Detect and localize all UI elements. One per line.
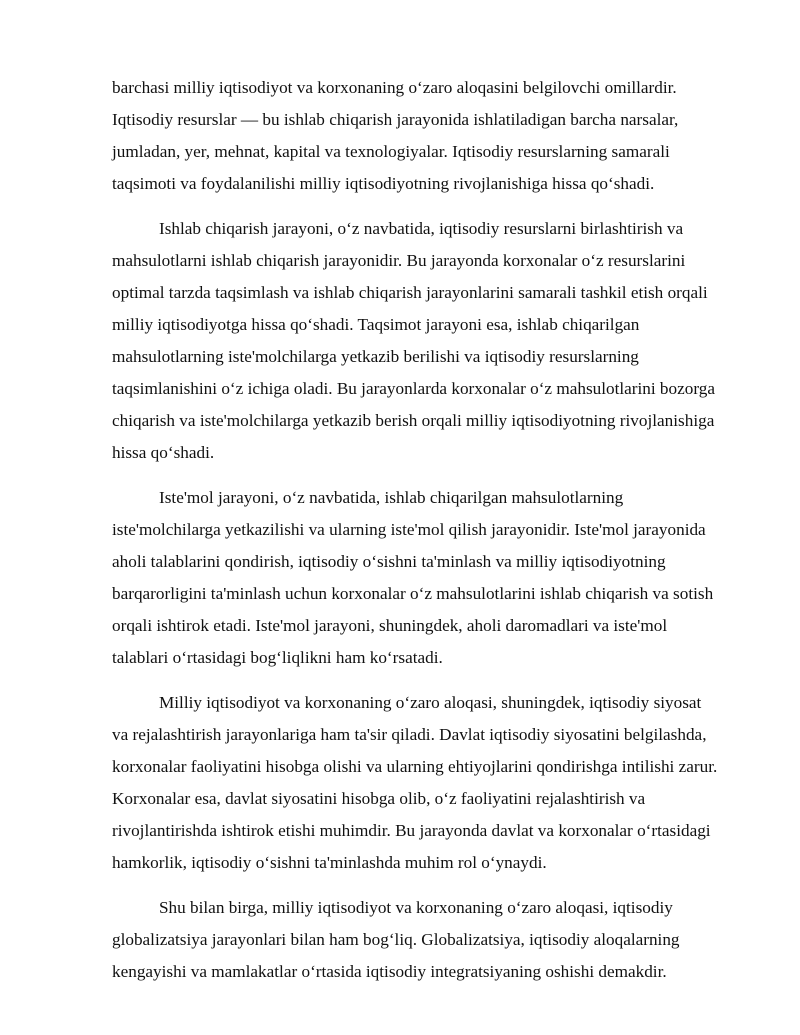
- document-body: [112, 72, 720, 1001]
- paragraph-continuation: barchasi milliy iqtisodiyot va korxonaning oʻzaro aloqasini belgilovchi omillardir. Iqtisodiy resurslar — bu ishlab chiqarish jarayonida ishlatiladigan barcha narsalar, jumladan, yer, mehnat, kapital va texnologiyalar. Iqtisodiy resurslarning samarali taqsimoti va foydalanilishi milliy iqtisodiyotning rivojlanishiga hissa qoʻshadi.: [112, 78, 679, 193]
- paragraph-production-process: Ishlab chiqarish jarayoni, oʻz navbatida, iqtisodiy resurslarni birlashtirish va mahsulotlarni ishlab chiqarish jarayonidir. Bu jarayonda korxonalar oʻz resurslarini optimal tarzda taqsimlash va ishlab chiqarish jarayonlarini samarali tashkil etish orqali milliy iqtisodiyotga hissa qoʻshadi. Taqsimot jarayoni esa, ishlab chiqarilgan mahsulotlarning iste'molchilarga yetkazib berilishi va iqtisodiy resurslarning taqsimlanishini oʻz ichiga oladi. Bu jarayonlarda korxonalar oʻz mahsulotlarini bozorga chiqarish va iste'molchilarga yetkazib berish orqali milliy iqtisodiyotning rivojlanishiga hissa qoʻshadi.: [112, 219, 715, 462]
- paragraph-economic-policy: Milliy iqtisodiyot va korxonaning oʻzaro aloqasi, shuningdek, iqtisodiy siyosat va rejalashtirish jarayonlariga ham ta'sir qiladi. Davlat iqtisodiy siyosatini belgilashda, korxonalar faoliyatini hisobga olishi va ularning ehtiyojlarini qondirishga intilishi zarur. Korxonalar esa, davlat siyosatini hisobga olib, oʻz faoliyatini rejalashtirish va rivojlantirishda ishtirok etishi muhimdir. Bu jarayonda davlat va korxonalar oʻrtasidagi hamkorlik, iqtisodiy oʻsishni ta'minlashda muhim rol oʻynaydi.: [112, 693, 718, 872]
- paragraph-consumption-process: Iste'mol jarayoni, oʻz navbatida, ishlab chiqarilgan mahsulotlarning iste'molchilarga yetkazilishi va ularning iste'mol qilish jarayonidir. Iste'mol jarayonida aholi talablarini qondirish, iqtisodiy oʻsishni ta'minlash va milliy iqtisodiyotning barqarorligini ta'minlash uchun korxonalar oʻz mahsulotlarini ishlab chiqarish va sotish orqali ishtirok etadi. Iste'mol jarayoni, shuningdek, aholi daromadlari va iste'mol talablari oʻrtasidagi bogʻliqlikni ham koʻrsatadi.: [112, 488, 714, 667]
- paragraph-globalization: Shu bilan birga, milliy iqtisodiyot va korxonaning oʻzaro aloqasi, iqtisodiy globalizatsiya jarayonlari bilan ham bogʻliq. Globalizatsiya, iqtisodiy aloqalarning kengayishi va mamlakatlar oʻrtasida iqtisodiy integratsiyaning oshishi demakdir.: [112, 898, 680, 981]
